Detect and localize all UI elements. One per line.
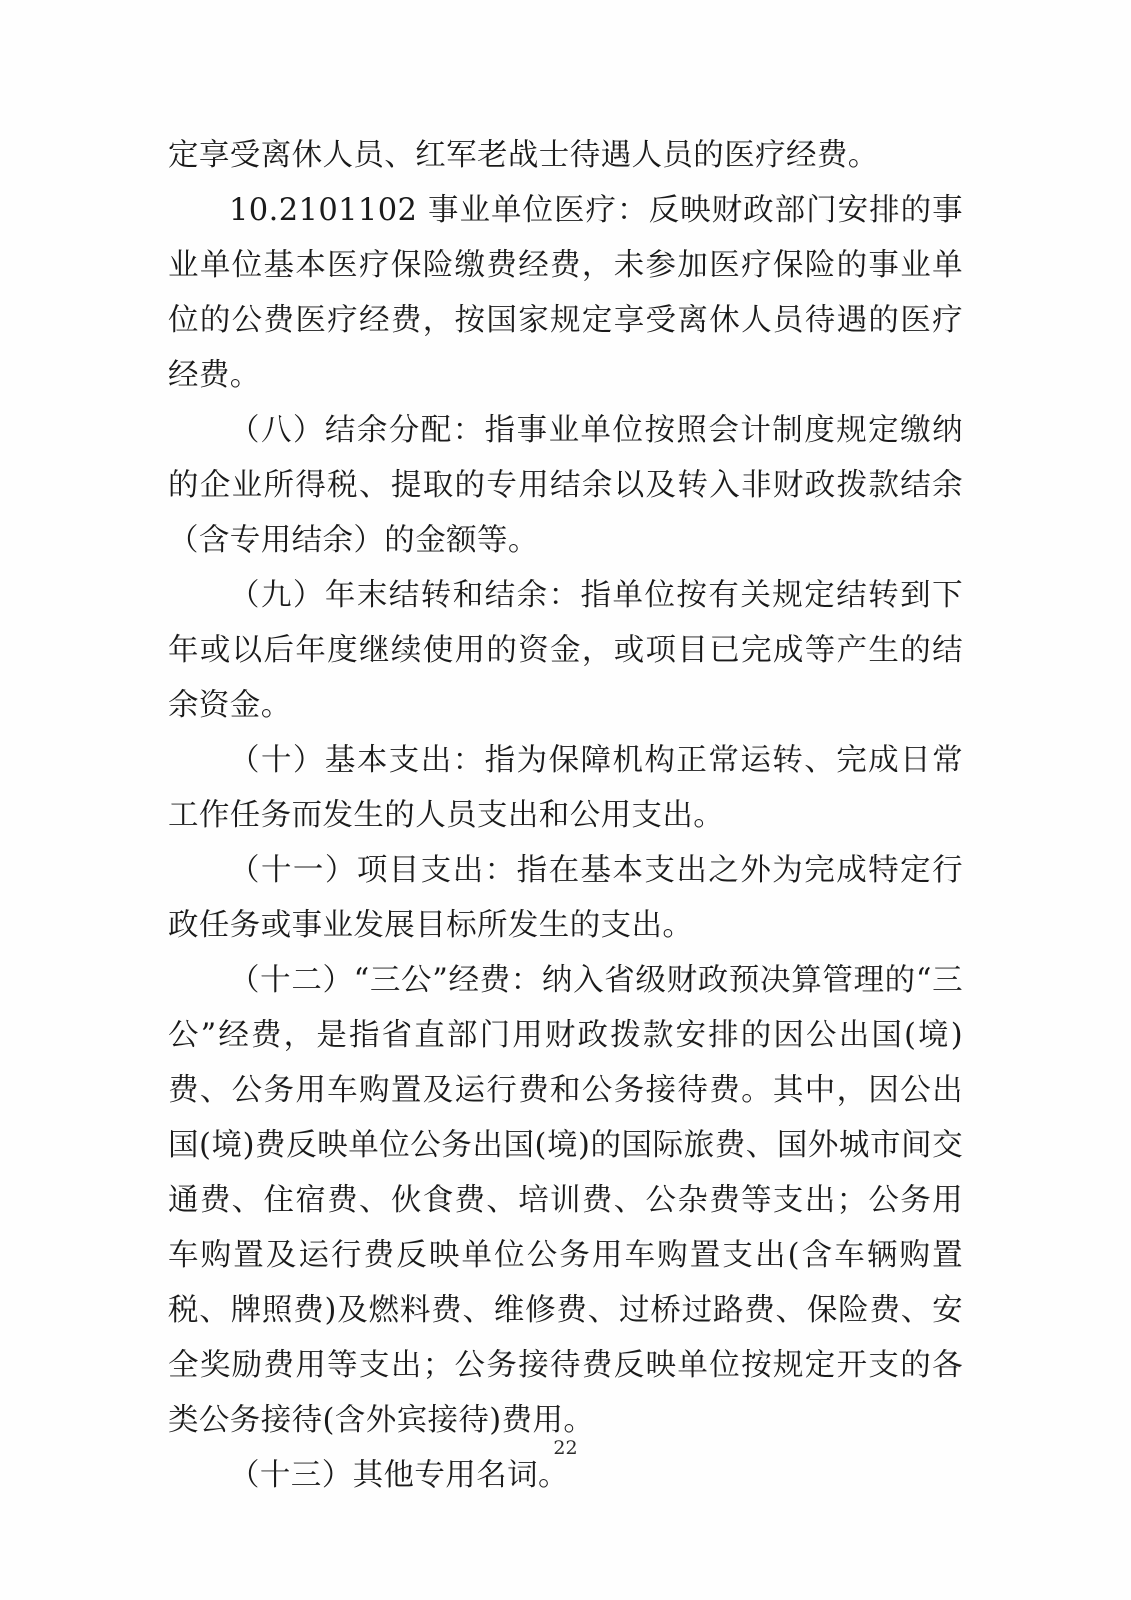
paragraph-item-12: （十二）“三公”经费：纳入省级财政预决算管理的“三公”经费，是指省直部门用财政拨款安排的因公出国(境)费、公务用车购置及运行费和公务接待费。其中，因公出国(境)费反映单位公务出国(境)的国际旅费、国外城市间交通费、住宿费、伙食费、培训费、公杂费等支出；公务用车购置及运行费反映单位公务用车购置支出(含车辆购置税、牌照费)及燃料费、维修费、过桥过路费、保险费、安全奖励费用等支出；公务接待费反映单位按规定开支的各类公务接待(含外宾接待)费用。 [168, 963, 963, 1438]
paragraph-item-10: （十）基本支出：指为保障机构正常运转、完成日常工作任务而发生的人员支出和公用支出。 [168, 743, 963, 833]
paragraph-item-8: （八）结余分配：指事业单位按照会计制度规定缴纳的企业所得税、提取的专用结余以及转入非财政拨款结余（含专用结余）的金额等。 [168, 413, 963, 558]
page-number: 22 [553, 1437, 578, 1459]
document-body [168, 128, 963, 1503]
paragraph-continued-medical: 定享受离休人员、红军老战士待遇人员的医疗经费。 [168, 138, 879, 173]
paragraph-item-11: （十一）项目支出：指在基本支出之外为完成特定行政任务或事业发展目标所发生的支出。 [168, 853, 963, 943]
paragraph-10-2101102: 10.2101102 事业单位医疗：反映财政部门安排的事业单位基本医疗保险缴费经费，未参加医疗保险的事业单位的公费医疗经费，按国家规定享受离休人员待遇的医疗经费。 [168, 193, 963, 393]
paragraph-item-9: （九）年末结转和结余：指单位按有关规定结转到下年或以后年度继续使用的资金，或项目已完成等产生的结余资金。 [168, 578, 963, 723]
paragraph-item-13: （十三）其他专用名词。 [229, 1458, 569, 1493]
